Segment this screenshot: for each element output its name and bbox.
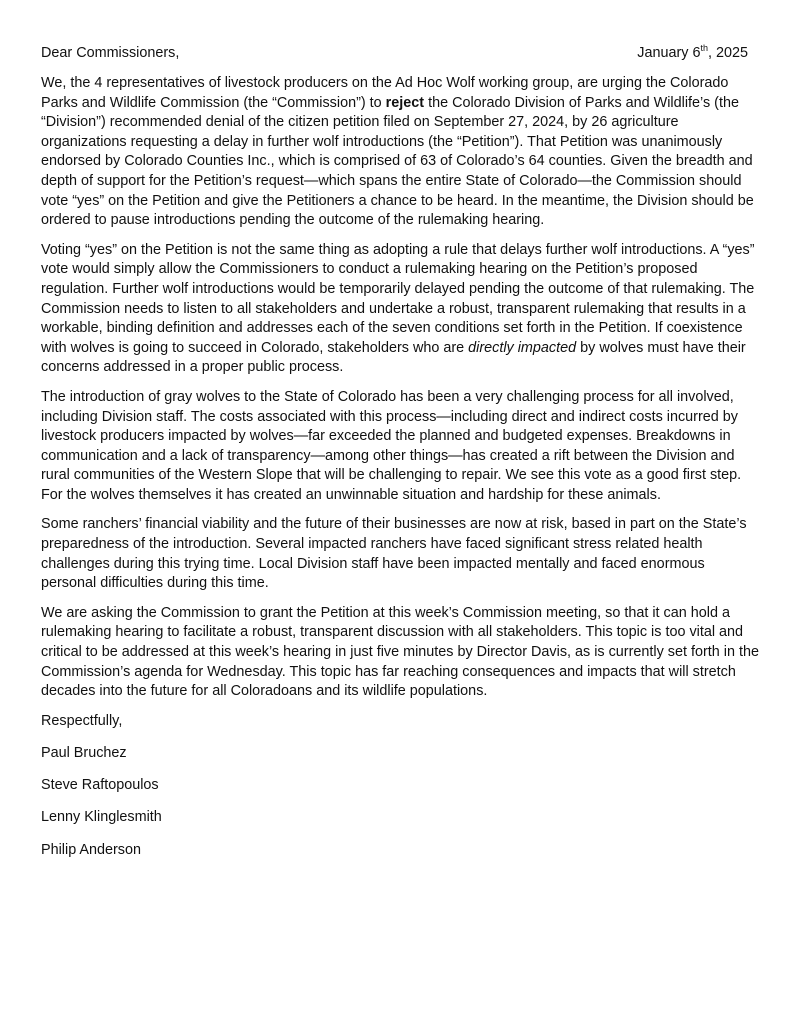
- paragraph-text: We, the 4 representatives of livestock producers on the Ad Hoc Wolf working group, are urging the Colorado Parks and Wildlife Commission (the “Commission”) to: [41, 75, 729, 111]
- paragraph-request-hearing: We are asking the Commission to grant the Petition at this week’s Commission meeting, so that it can hold a rulemaking hearing to facilitate a robust, transparent discussion with all stakeholders. This topic is too vital and critical to be addressed at this week’s hearing in just five minutes by Director Davis, as is currently set forth in the Commission’s agenda for Wednesday. This topic has far reaching consequences and impacts that will stretch decades into the future for all Coloradoans and its wildlife populations.: [41, 604, 759, 700]
- paragraph-rancher-impacts: Some ranchers’ financial viability and the future of their businesses are now at risk, based in part on the State’s preparedness of the introduction. Several impacted ranchers have faced significant stress related health challenges during this trying time. Local Division staff have been impacted mentally and faced enormous personal difficulties during this time.: [41, 516, 747, 592]
- signer-name: Steve Raftopoulos: [41, 777, 159, 794]
- signer-name: Lenny Klinglesmith: [41, 809, 162, 826]
- paragraph-text: by wolves must have their concerns addressed in a proper public process.: [41, 339, 746, 376]
- letter-page: [41, 44, 763, 873]
- date-suffix: th: [700, 43, 708, 54]
- signer-name: Paul Bruchez: [41, 745, 127, 761]
- date-year: , 2025: [707, 45, 748, 61]
- paragraph-text: Voting “yes” on the Petition is not the same thing as adopting a rule that delays further wolf introductions. A “yes” vote would simply allow the Commissioners to conduct a rulemaking hearing on the Petition’s proposed regulation. Further wolf introductions would be temporarily delayed pending the outcome of that rulemaking. The Commission needs to listen to all stakeholders and undertake a robust, transparent rulemaking that results in a workable, binding definition and addresses each of the seven conditions set forth in the Petition. If coexistence with wolves is going to succeed in Colorado, stakeholders who are: [41, 241, 755, 356]
- reject-emphasis: reject: [385, 94, 425, 111]
- date-prefix: January 6: [637, 45, 701, 61]
- paragraph-introduction-challenges: The introduction of gray wolves to the State of Colorado has been a very challenging process for all involved, including Division staff. The costs associated with this process—including direct and indirect costs incurred by livestock producers impacted by wolves—far exceeded the planned and budgeted expenses. Breakdowns in communication and a lack of transparency—among other things—has created a rift between the Division and rural communities of the Western Slope that will be challenging to repair. We see this vote as a good first step. For the wolves themselves it has created an unwinnable situation and hardship for these animals.: [41, 388, 742, 503]
- paragraph-petition-request: [41, 74, 763, 231]
- paragraph-voting-yes: [41, 241, 763, 378]
- letter-date: [637, 44, 748, 64]
- salutation: Dear Commissioners,: [41, 45, 180, 61]
- signer-name: Philip Anderson: [41, 841, 142, 858]
- paragraph-text: the Colorado Division of Parks and Wildlife’s (the “Division”) recommended denial of the citizen petition filed on September 27, 2024, by 26 agriculture organizations requesting a delay in further wolf introductions (the “Petition”). That Petition was unanimously endorsed by Colorado Counties Inc., which is comprised of 63 of Colorado’s 64 counties. Given the breadth and depth of support for the Petition’s request—which spans the entire State of Colorado—the Commission should vote “yes” on the Petition and give the Petitioners a chance to be heard. In the meantime, the Division should be ordered to pause introductions pending the outcome of the rulemaking hearing.: [41, 94, 754, 229]
- letter-header: [41, 44, 763, 64]
- directly-impacted-emphasis: directly impacted: [468, 339, 577, 356]
- closing: Respectfully,: [41, 712, 123, 729]
